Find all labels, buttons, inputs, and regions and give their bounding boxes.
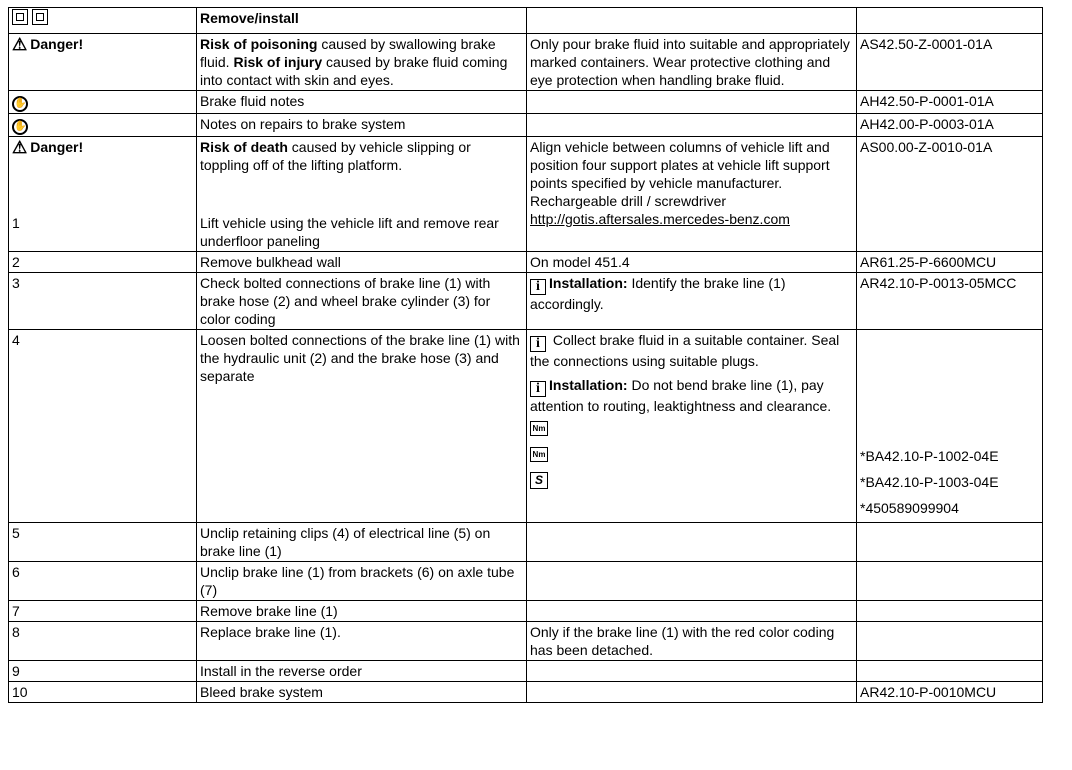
header-icons-cell xyxy=(9,8,197,34)
empty-cell xyxy=(527,8,857,34)
header-title xyxy=(197,8,527,34)
step-number-4: 4 xyxy=(9,330,197,523)
torque-icon: Nm xyxy=(530,447,548,462)
tool-ref[interactable]: *450589099904 xyxy=(860,500,959,516)
empty-cell xyxy=(857,661,1043,682)
step-row-4 xyxy=(9,330,1043,523)
step-row-5 xyxy=(9,523,1043,562)
danger-action-1: Only pour brake fluid into suitable and appropriately marked containers. Wear protective clothing and eye protection when handling brake fluid. xyxy=(527,34,857,91)
step-row-6 xyxy=(9,562,1043,601)
warning-triangle-icon: ⚠ xyxy=(12,34,28,54)
step-note-2: On model 451.4 xyxy=(527,252,857,273)
note-text-1: Brake fluid notes xyxy=(197,91,527,114)
info-icon: i xyxy=(530,336,546,352)
empty-cell xyxy=(857,523,1043,562)
step-text-3: Check bolted connections of brake line (1) with brake hose (2) and wheel brake cylinder (3) for color coding xyxy=(197,273,527,330)
note-icon: ✋ xyxy=(12,119,28,135)
step-number-6: 6 xyxy=(9,562,197,601)
step-info-4a: i Collect brake fluid in a suitable container. Seal the connections using suitable plugs. xyxy=(530,332,840,369)
step-ref-2[interactable]: AR61.25-P-6600MCU xyxy=(857,252,1043,273)
step-row-7 xyxy=(9,601,1043,622)
special-tool-icon: S xyxy=(530,472,548,489)
step-text-6: Unclip brake line (1) from brackets (6) on axle tube (7) xyxy=(197,562,527,601)
step-text-2: Remove bulkhead wall xyxy=(197,252,527,273)
step-row-2 xyxy=(9,252,1043,273)
danger-row-2 xyxy=(9,137,1043,252)
step-info-4b: i Installation: Do not bend brake line (1), pay attention to routing, leaktightness and clearance. xyxy=(530,377,832,414)
empty-cell xyxy=(527,661,857,682)
step-ref-10[interactable]: AR42.10-P-0010MCU xyxy=(857,682,1043,703)
danger-action-2: Align vehicle between columns of vehicle lift and position four support plates at vehicle lift support points specified by vehicle manufacturer. xyxy=(530,139,830,191)
header-title-text: Remove/install xyxy=(200,10,299,26)
empty-cell xyxy=(857,8,1043,34)
step-row-3 xyxy=(9,273,1043,330)
note-row-2 xyxy=(9,114,1043,137)
empty-cell xyxy=(527,562,857,601)
note-ref-2[interactable]: AH42.00-P-0003-01A xyxy=(857,114,1043,137)
step-text-5: Unclip retaining clips (4) of electrical line (5) on brake line (1) xyxy=(197,523,527,562)
step-row-9 xyxy=(9,661,1043,682)
step-row-10 xyxy=(9,682,1043,703)
step-number-10: 10 xyxy=(9,682,197,703)
note-text-2: Notes on repairs to brake system xyxy=(197,114,527,137)
info-icon: i xyxy=(530,381,546,397)
step-note-8: Only if the brake line (1) with the red color coding has been detached. xyxy=(527,622,857,661)
header-row xyxy=(9,8,1043,34)
torque-icon: Nm xyxy=(530,421,548,436)
gotis-link[interactable]: http://gotis.aftersales.mercedes-benz.com xyxy=(530,211,790,227)
step-text-9: Install in the reverse order xyxy=(197,661,527,682)
step-number-7: 7 xyxy=(9,601,197,622)
step-number-8: 8 xyxy=(9,622,197,661)
torque-ref-2[interactable]: *BA42.10-P-1003-04E xyxy=(860,474,999,490)
empty-cell xyxy=(857,601,1043,622)
step-number-5: 5 xyxy=(9,523,197,562)
danger-description-2: Risk of death caused by vehicle slipping or toppling off of the lifting platform. xyxy=(200,139,471,173)
note-ref-1[interactable]: AH42.50-P-0001-01A xyxy=(857,91,1043,114)
note-icon: ✋ xyxy=(12,96,28,112)
empty-cell xyxy=(857,562,1043,601)
danger-ref-2[interactable]: AS00.00-Z-0010-01A xyxy=(857,137,1043,252)
empty-cell xyxy=(527,601,857,622)
danger-ref-1[interactable]: AS42.50-Z-0001-01A xyxy=(857,34,1043,91)
torque-ref-1[interactable]: *BA42.10-P-1002-04E xyxy=(860,448,999,464)
info-icon: i xyxy=(530,279,546,295)
step-row-8 xyxy=(9,622,1043,661)
step-tool-1: Rechargeable drill / screwdriver xyxy=(530,193,727,209)
step-number-1: 1 xyxy=(12,215,20,231)
step-text-10: Bleed brake system xyxy=(197,682,527,703)
step-number-2: 2 xyxy=(9,252,197,273)
step-text-1: Lift vehicle using the vehicle lift and remove rear underfloor paneling xyxy=(200,215,499,249)
step-ref-3[interactable]: AR42.10-P-0013-05MCC xyxy=(857,273,1043,330)
step-text-7: Remove brake line (1) xyxy=(197,601,527,622)
step-text-4: Loosen bolted connections of the brake line (1) with the hydraulic unit (2) and the brake hose (3) and separate xyxy=(197,330,527,523)
danger-row-1 xyxy=(9,34,1043,91)
empty-cell xyxy=(527,682,857,703)
danger-description-1: Risk of poisoning caused by swallowing brake fluid. Risk of injury caused by brake fluid coming into contact with skin and eyes. xyxy=(197,34,527,91)
note-row-1 xyxy=(9,91,1043,114)
step-number-3: 3 xyxy=(9,273,197,330)
procedure-table xyxy=(8,7,1043,703)
empty-cell xyxy=(527,114,857,137)
empty-cell xyxy=(527,91,857,114)
danger-text: Danger! xyxy=(30,36,84,52)
step-text-8: Replace brake line (1). xyxy=(197,622,527,661)
empty-cell xyxy=(857,622,1043,661)
empty-cell xyxy=(527,523,857,562)
danger-label-1 xyxy=(12,35,193,53)
danger-label-2 xyxy=(12,138,193,156)
danger-text: Danger! xyxy=(30,139,84,155)
warning-triangle-icon: ⚠ xyxy=(12,137,28,157)
collapse-icon[interactable] xyxy=(32,9,48,25)
step-number-9: 9 xyxy=(9,661,197,682)
expand-icon[interactable] xyxy=(12,9,28,25)
step-info-3: i Installation: Identify the brake line (1) accordingly. xyxy=(527,273,857,330)
